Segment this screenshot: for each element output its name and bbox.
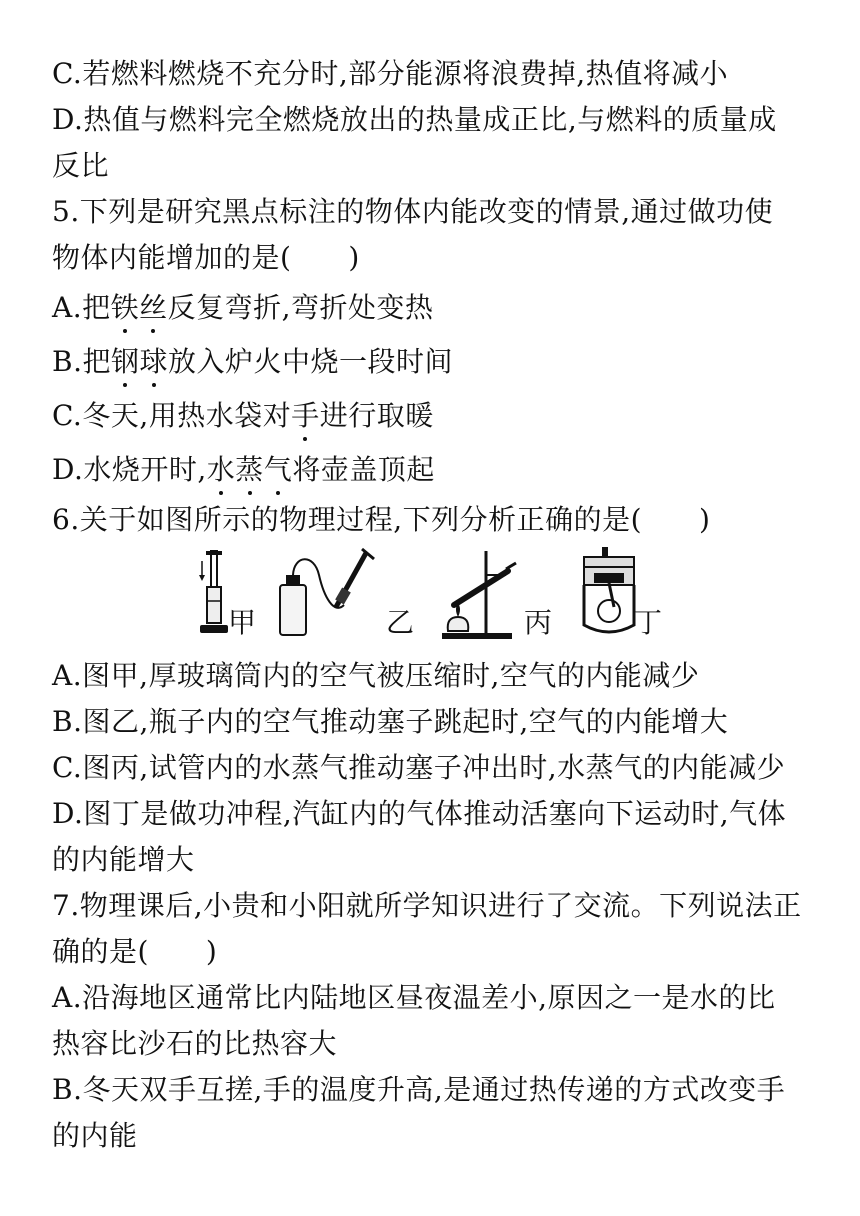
q4-option-c: C.若燃料燃烧不充分时,部分能源将浪费掉,热值将减小 [52,57,729,90]
q5-stem-line1: 5.下列是研究黑点标注的物体内能改变的情景,通过做功使 [52,195,774,228]
emphasis-char: 钢 [110,345,140,378]
q6-stem: 6.关于如图所示的物理过程,下列分析正确的是( ) [52,503,711,536]
emphasis-char: 蒸 [235,453,264,486]
q7-option-b-line1: B.冬天双手互搓,手的温度升高,是通过热传递的方式改变手 [52,1073,786,1106]
figure-label-bing: 丙 [524,606,553,639]
q6-option-c: C.图丙,试管内的水蒸气推动塞子冲出时,水蒸气的内能减少 [52,751,786,784]
q6-option-d-line2: 的内能增大 [52,843,195,876]
emphasis-char: 手 [291,399,320,432]
q5-option-c: C.冬天,用热水袋对手进行取暖 [52,399,434,432]
figure-label-ding: 丁 [634,606,663,639]
emphasis-char: 铁 [110,291,140,324]
q5-option-d: D.水烧开时,水蒸气将壶盖顶起 [52,453,435,486]
q4-option-d-line1: D.热值与燃料完全燃烧放出的热量成正比,与燃料的质量成 [52,103,777,136]
figure-label-yi: 乙 [386,606,415,639]
q5-option-a: A.把铁丝反复弯折,弯折处变热 [52,291,434,324]
q5-option-b: B.把钢球放入炉火中烧一段时间 [52,345,454,378]
emphasis-char: 丝 [139,291,168,324]
test-tube-stand-figure [436,545,526,641]
q6-option-a: A.图甲,厚玻璃筒内的空气被压缩时,空气的内能减少 [52,659,700,692]
q6-option-b: B.图乙,瓶子内的空气推动塞子跳起时,空气的内能增大 [52,705,729,738]
q6-option-d-line1: D.图丁是做功冲程,汽缸内的气体推动活塞向下运动时,气体 [52,797,787,830]
emphasis-char: 球 [139,345,169,378]
bottle-pump-figure [274,545,384,641]
emphasis-char: 气 [263,453,293,486]
emphasis-char: 水 [206,453,236,486]
q7-stem-line2: 确的是( ) [52,935,218,968]
compression-cylinder-figure [196,545,232,637]
q7-option-b-line2: 的内能 [52,1119,138,1152]
q5-stem-line2: 物体内能增加的是( ) [52,241,360,274]
q7-stem-line1: 7.物理课后,小贵和小阳就所学知识进行了交流。下列说法正 [52,889,802,922]
engine-cylinder-figure [578,545,640,641]
figure-label-jia: 甲 [228,606,257,639]
q7-option-a-line1: A.沿海地区通常比内陆地区昼夜温差小,原因之一是水的比 [52,981,776,1014]
q6-figures [190,545,680,645]
q4-option-d-line2: 反比 [52,149,110,182]
q7-option-a-line2: 热容比沙石的比热容大 [52,1027,338,1060]
